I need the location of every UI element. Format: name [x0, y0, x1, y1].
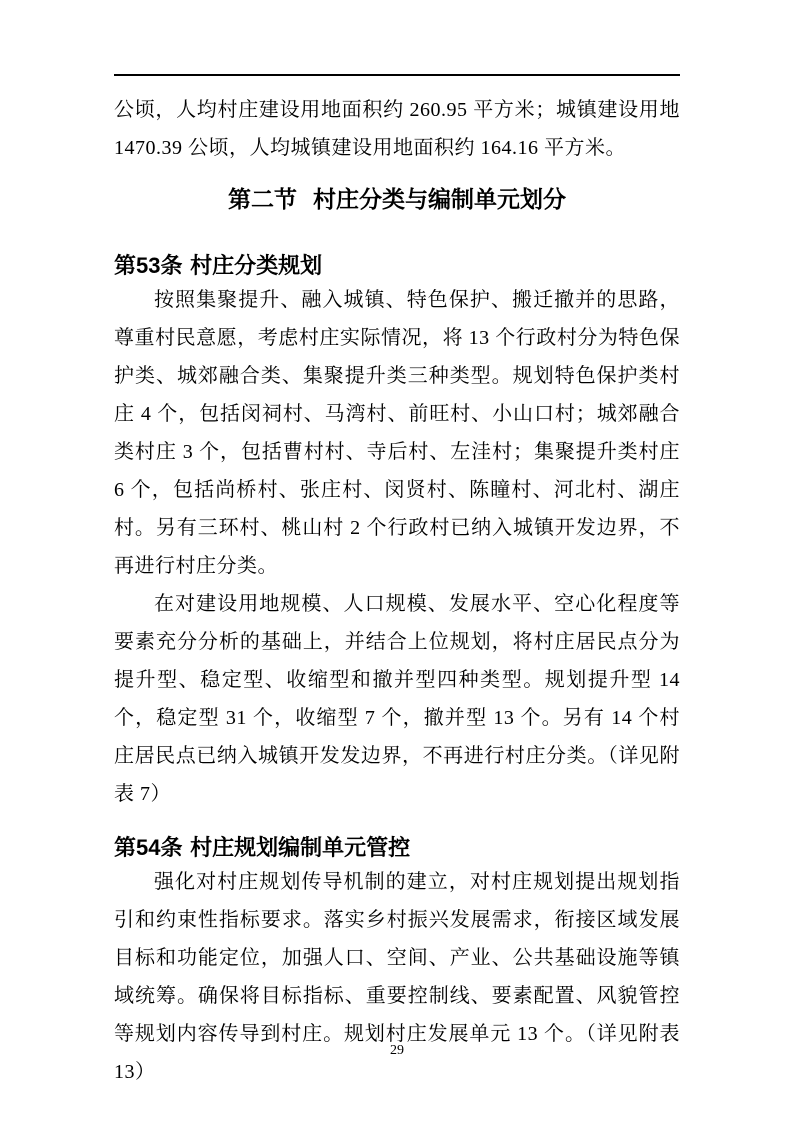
article-53-title-text: 村庄分类规划: [190, 253, 323, 278]
section-number: 第二节: [227, 186, 297, 212]
page-content: [114, 74, 680, 1091]
header-rule: [114, 74, 680, 76]
article-54-paragraph-1: 强化对村庄规划传导机制的建立，对村庄规划提出规划指引和约束性指标要求。落实乡村振兴发展需求，衔接区域发展目标和功能定位，加强人口、空间、产业、公共基础设施等镇域统筹。确保将目标指标、重要控制线、要素配置、风貌管控等规划内容传导到村庄。规划村庄发展单元 13 个。（详见附表 13）: [114, 871, 680, 1083]
article-54-number: 第54条: [114, 835, 183, 860]
article-53-heading: [114, 251, 680, 281]
article-53-paragraph-2: 在对建设用地规模、人口规模、发展水平、空心化程度等要素充分分析的基础上，并结合上位规划，将村庄居民点分为提升型、稳定型、收缩型和撤并型四种类型。规划提升型 14 个，稳定型 31 个，收缩型 7 个，撤并型 13 个。另有 14 个村庄居民点已纳入城镇开发发边界，不再进行村庄分类。（详见附表 7）: [114, 593, 680, 805]
article-54-title-text: 村庄规划编制单元管控: [190, 835, 411, 860]
article-54-heading: [114, 833, 680, 863]
page-number: 29: [390, 1043, 404, 1058]
continuation-paragraph: 公顷，人均村庄建设用地面积约 260.95 平方米；城镇建设用地 1470.39 公顷，人均城镇建设用地面积约 164.16 平方米。: [114, 99, 680, 159]
article-53-paragraph-1: 按照集聚提升、融入城镇、特色保护、搬迁撤并的思路，尊重村民意愿，考虑村庄实际情况，将 13 个行政村分为特色保护类、城郊融合类、集聚提升类三种类型。规划特色保护类村庄 4 个，包括闵祠村、马湾村、前旺村、小山口村；城郊融合类村庄 3 个，包括曹村村、寺后村、左洼村；集聚提升类村庄 6 个，包括尚桥村、张庄村、闵贤村、陈瞳村、河北村、湖庄村。另有三环村、桃山村 2 个行政村已纳入城镇开发边界，不再进行村庄分类。: [114, 289, 680, 577]
section-heading: [114, 183, 680, 215]
section-title-text: 村庄分类与编制单元划分: [313, 186, 567, 212]
article-53-number: 第53条: [114, 253, 183, 278]
